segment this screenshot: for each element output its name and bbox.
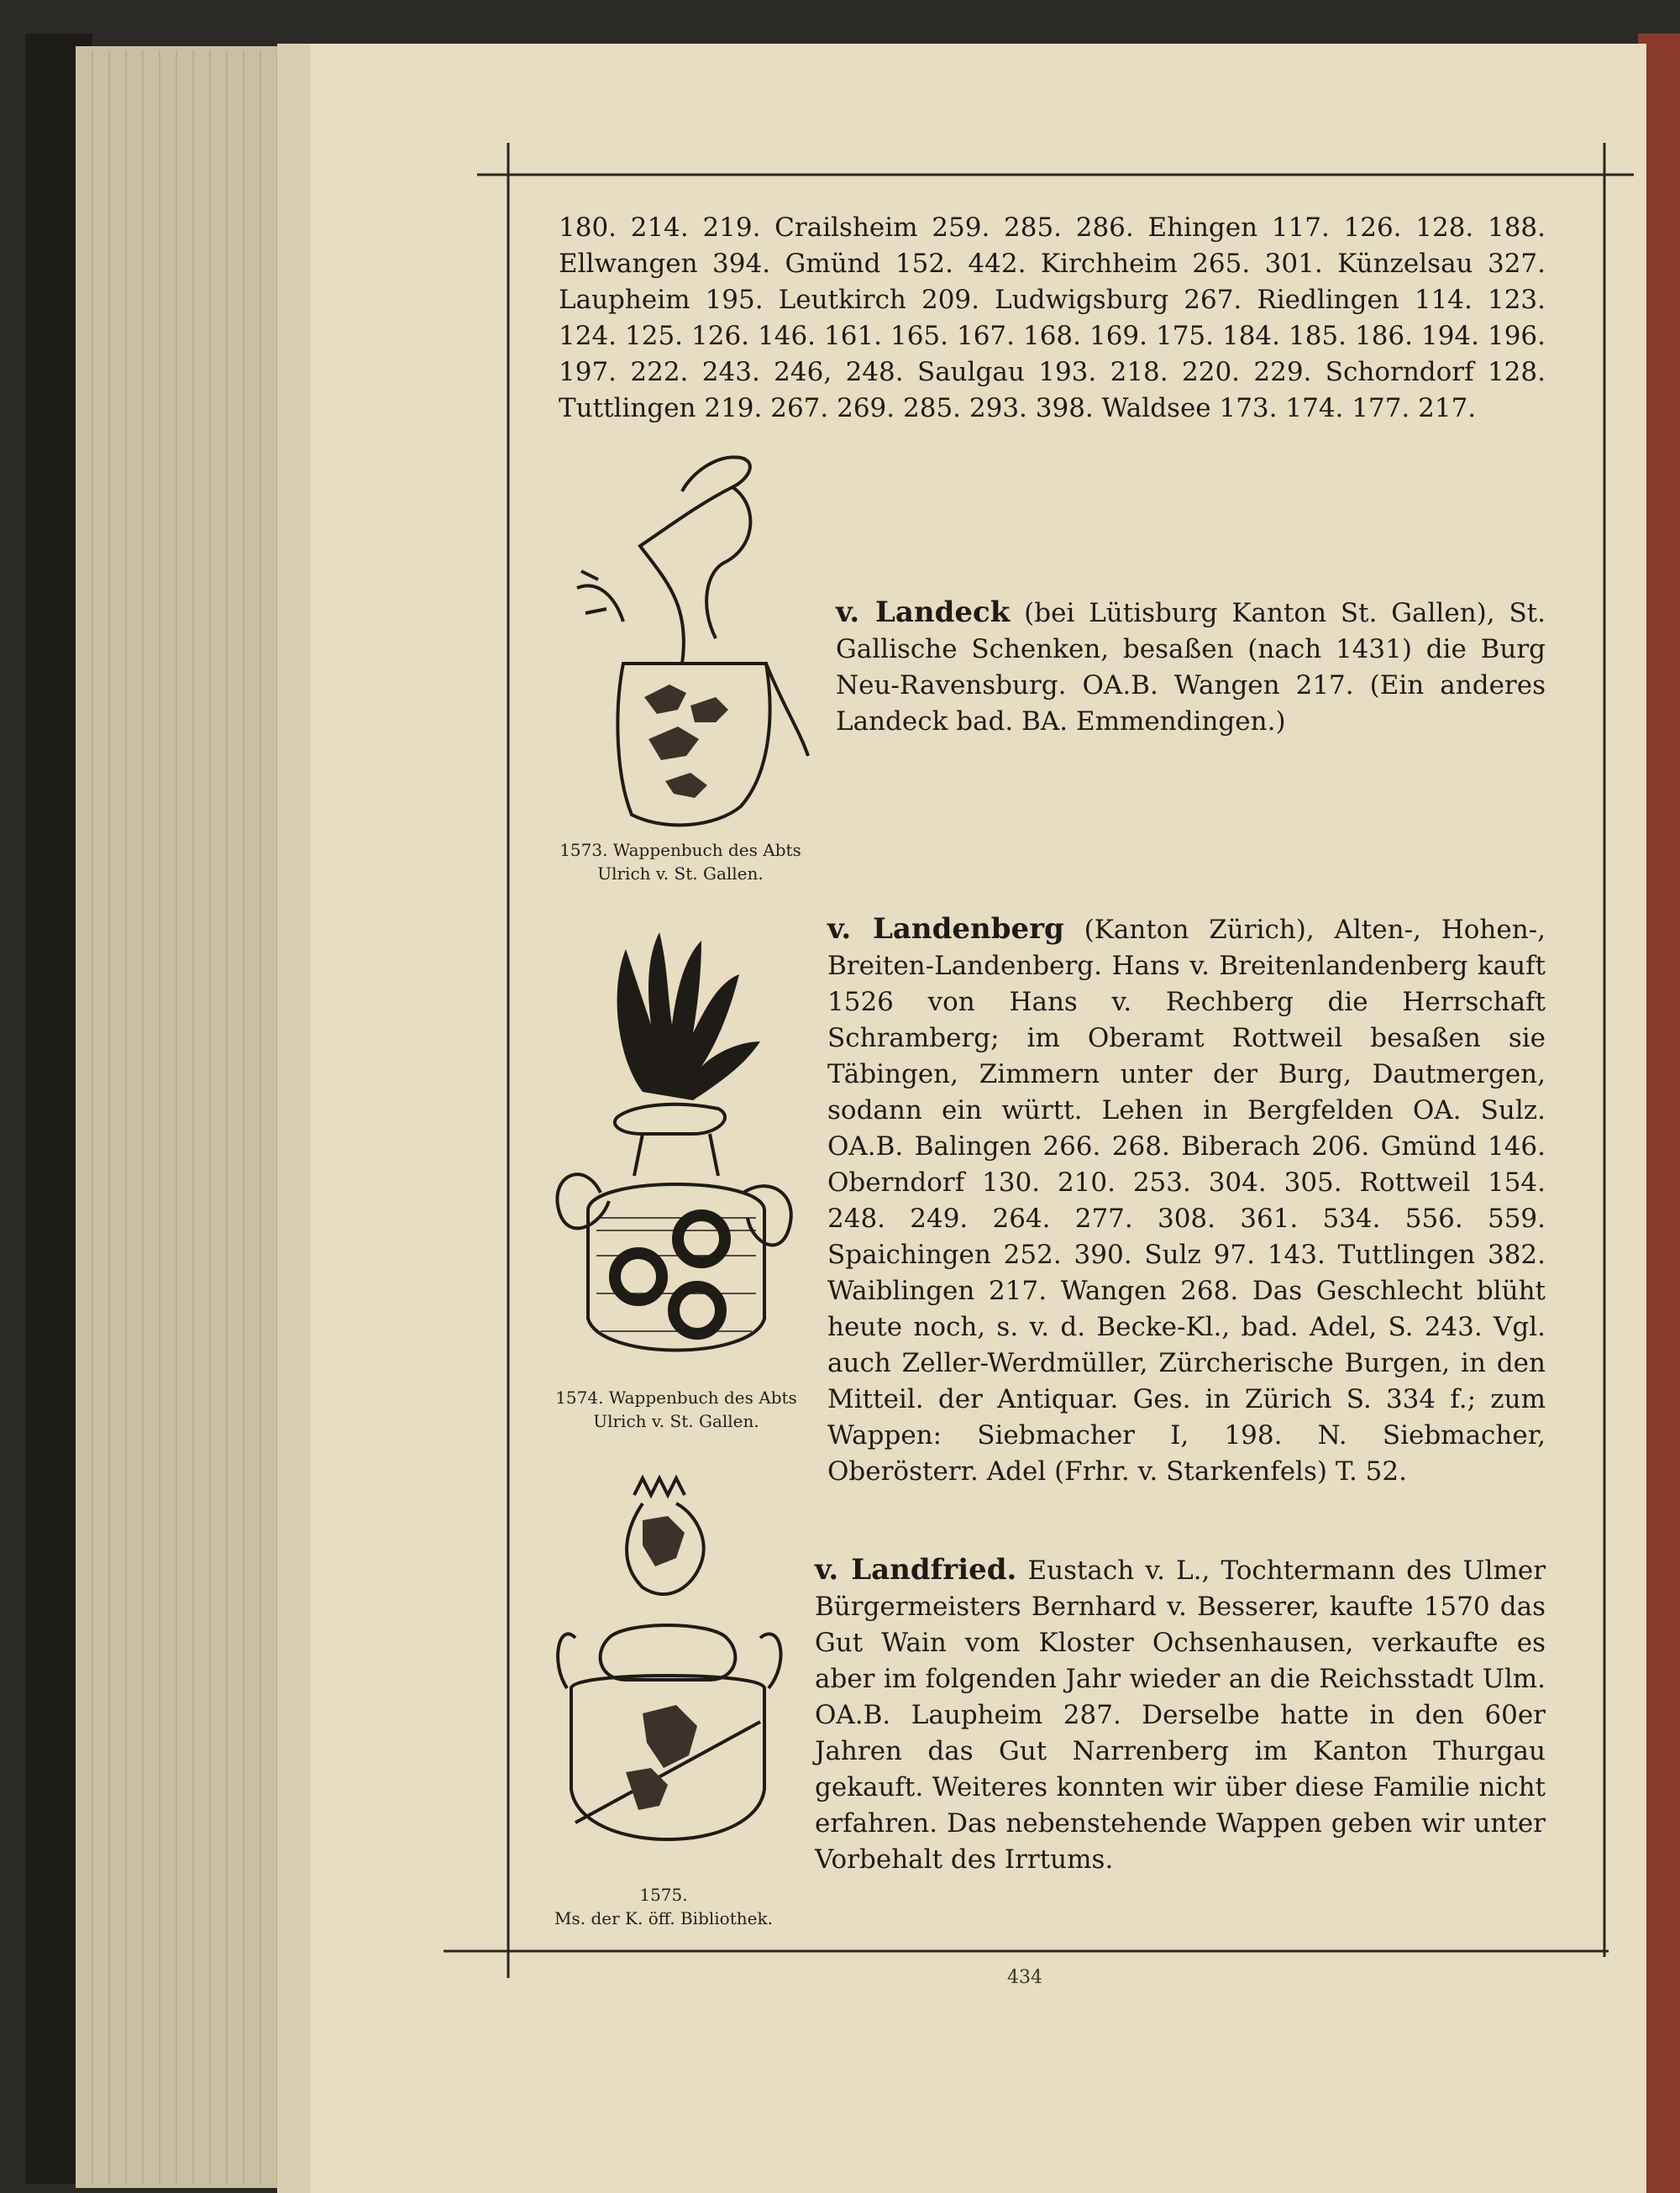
- entry-landfried-text: Eustach v. L., Tochtermann des Ulmer Bürgermeisters Bernhard v. Besserer, kaufte 1570 das Gut Wain vom Kloster Ochsenhausen, verkaufte es aber im folgenden Jahr wieder an die Reichsstadt Ulm. OA.B. Laupheim 287. Derselbe hatte in den 60er Jahren das Gut Narrenberg im Kanton Thurgau gekauft. Weiteres konnten wir über diese Familie nicht erfahren. Das nebenstehende Wappen geben wir unter Vorbehalt des Irrtums.: [815, 1556, 1546, 1875]
- entry-landenberg-text: (Kanton Zürich), Alten-, Hohen-, Breiten-Landenberg. Hans v. Breitenlandenberg kauft 1526 von Hans v. Rechberg die Herrschaft Schramberg; im Oberamt Rottweil besaßen sie Täbingen, Zimmern unter der Burg, Dautmergen, sodann ein württ. Lehen in Bergfelden OA. Sulz. OA.B. Balingen 266. 268. Biberach 206. Gmünd 146. Oberndorf 130. 210. 253. 304. 305. Rottweil 154. 248. 249. 264. 277. 308. 361. 534. 556. 559. Spaichingen 252. 390. Sulz 97. 143. Tuttlingen 382. Waiblingen 217. Wangen 268. Das Geschlecht blüht heute noch, s. v. d. Becke-Kl., bad. Adel, S. 243. Vgl. auch Zeller-Werdmüller, Zürcherische Burgen, in den Mitteil. der Antiquar. Ges. in Zürich S. 334 f.; zum Wappen: Siebmacher I, 198. N. Siebmacher, Oberösterr. Adel (Frhr. v. Starkenfels) T. 52.: [827, 915, 1546, 1487]
- caption-1573: [538, 838, 823, 885]
- coat-of-arms-landeck: [564, 454, 816, 827]
- caption-1575-line2: Ms. der K. öff. Bibliothek.: [554, 1908, 773, 1928]
- entry-landeck: [836, 595, 1546, 740]
- entry-landeck-heading: v. Landeck: [836, 595, 1011, 629]
- caption-1574: [542, 1386, 811, 1433]
- caption-1574-line2: Ulrich v. St. Gallen.: [593, 1411, 759, 1431]
- entry-landfried: [815, 1552, 1546, 1878]
- page-number: 434: [1007, 1967, 1042, 1988]
- entry-landfried-heading: v. Landfried.: [815, 1553, 1017, 1587]
- caption-1575: [517, 1883, 811, 1930]
- coat-of-arms-landfried: [542, 1470, 794, 1890]
- entry-landenberg: [827, 911, 1546, 1490]
- caption-1574-line1: 1574. Wappenbuch des Abts: [555, 1388, 797, 1408]
- entry-landenberg-heading: v. Landenberg: [827, 912, 1064, 946]
- coat-of-arms-landenberg: [550, 924, 802, 1377]
- caption-1575-line1: 1575.: [639, 1885, 688, 1905]
- entry-landeck-text: (bei Lütisburg Kanton St. Gallen), St. Gallische Schenken, besaßen (nach 1431) die Burg Neu-Ravensburg. OA.B. Wangen 217. (Ein anderes Landeck bad. BA. Emmendingen.): [836, 598, 1546, 737]
- caption-1573-line2: Ulrich v. St. Gallen.: [597, 863, 764, 884]
- caption-1573-line1: 1573. Wappenbuch des Abts: [559, 840, 801, 860]
- top-paragraph: 180. 214. 219. Crailsheim 259. 285. 286. Ehingen 117. 126. 128. 188. Ellwangen 394. Gmünd 152. 442. Kirchheim 265. 301. Künzelsau 327. Laupheim 195. Leutkirch 209. Ludwigsburg 267. Riedlingen 114. 123. 124. 125. 126. 146. 161. 165. 167. 168. 169. 175. 184. 185. 186. 194. 196. 197. 222. 243. 246, 248. Saulgau 193. 218. 220. 229. Schorndorf 128. Tuttlingen 219. 267. 269. 285. 293. 398. Waldsee 173. 174. 177. 217.: [559, 212, 1546, 423]
